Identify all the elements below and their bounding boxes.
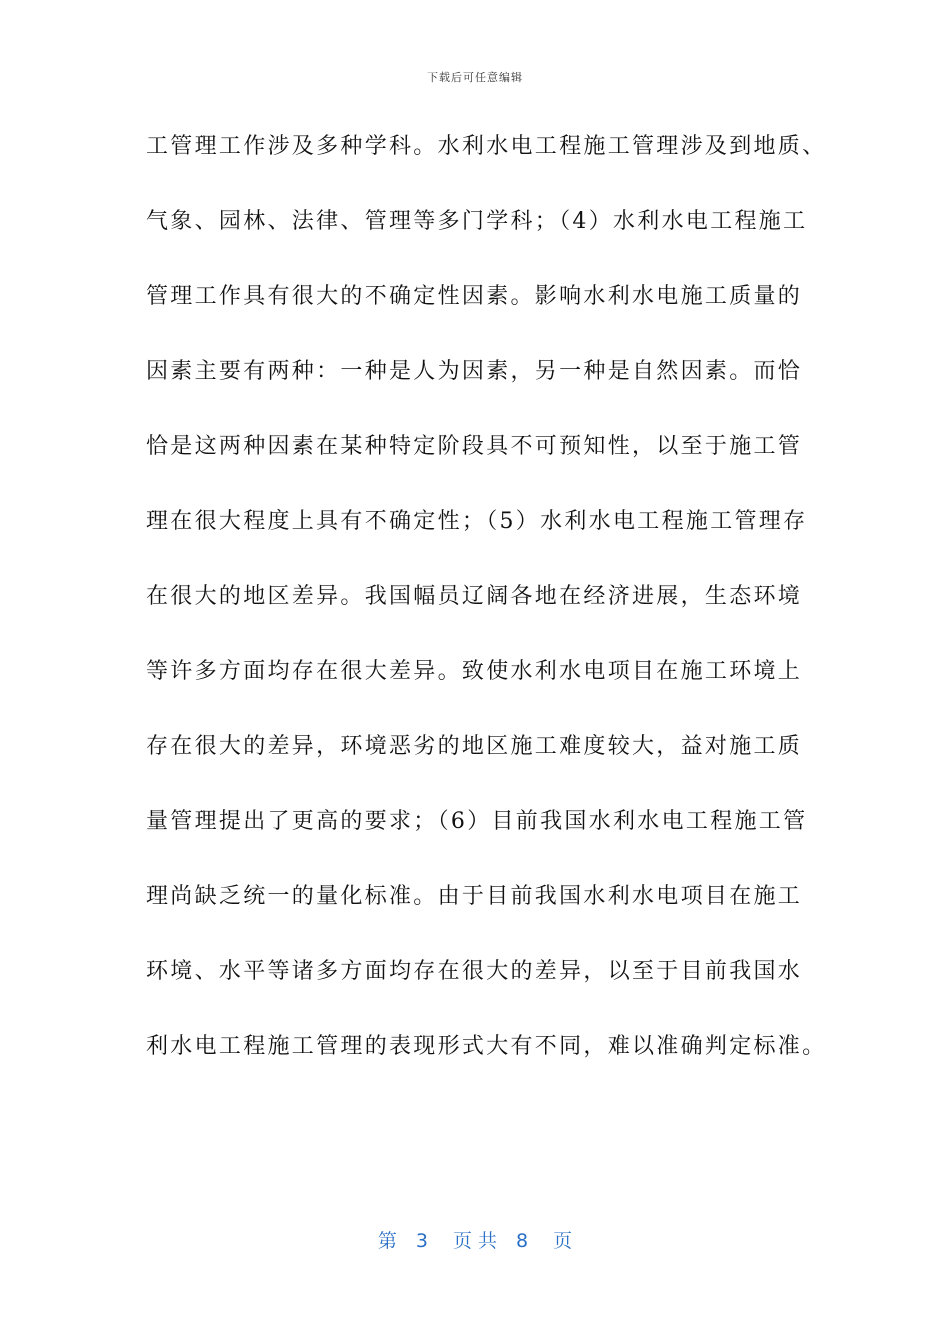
- text-line-10: 量管理提出了更高的要求；（6）目前我国水利水电工程施工管: [146, 809, 808, 834]
- text-line-5: 恰是这两种因素在某种特定阶段具不可预知性，以至于施工管: [146, 434, 803, 459]
- text-line-9: 存在很大的差异，环境恶劣的地区施工难度较大，益对施工质: [146, 734, 803, 759]
- text-line-7: 在很大的地区差异。我国幅员辽阔各地在经济进展，生态环境: [146, 584, 803, 609]
- text-line-1: 工管理工作涉及多种学科。水利水电工程施工管理涉及到地质、: [146, 134, 827, 159]
- text-line-3: 管理工作具有很大的不确定性因素。影响水利水电施工质量的: [146, 284, 803, 309]
- text-line-4: 因素主要有两种：一种是人为因素，另一种是自然因素。而恰: [146, 359, 803, 384]
- text-line-13: 利水电工程施工管理的表现形式大有不同，难以准确判定标准。: [146, 1034, 827, 1059]
- page-number-footer: 第 3 页 共 8 页: [377, 1230, 573, 1252]
- text-line-11: 理尚缺乏统一的量化标准。由于目前我国水利水电项目在施工: [146, 884, 803, 909]
- text-line-2: 气象、园林、法律、管理等多门学科；（4）水利水电工程施工: [146, 209, 808, 234]
- header-note: 下载后可任意编辑: [427, 71, 523, 84]
- text-line-6: 理在很大程度上具有不确定性；（5）水利水电工程施工管理存: [146, 509, 808, 534]
- body-text: [146, 122, 826, 1097]
- text-line-8: 等许多方面均存在很大差异。致使水利水电项目在施工环境上: [146, 659, 803, 684]
- text-line-12: 环境、水平等诸多方面均存在很大的差异，以至于目前我国水: [146, 959, 803, 984]
